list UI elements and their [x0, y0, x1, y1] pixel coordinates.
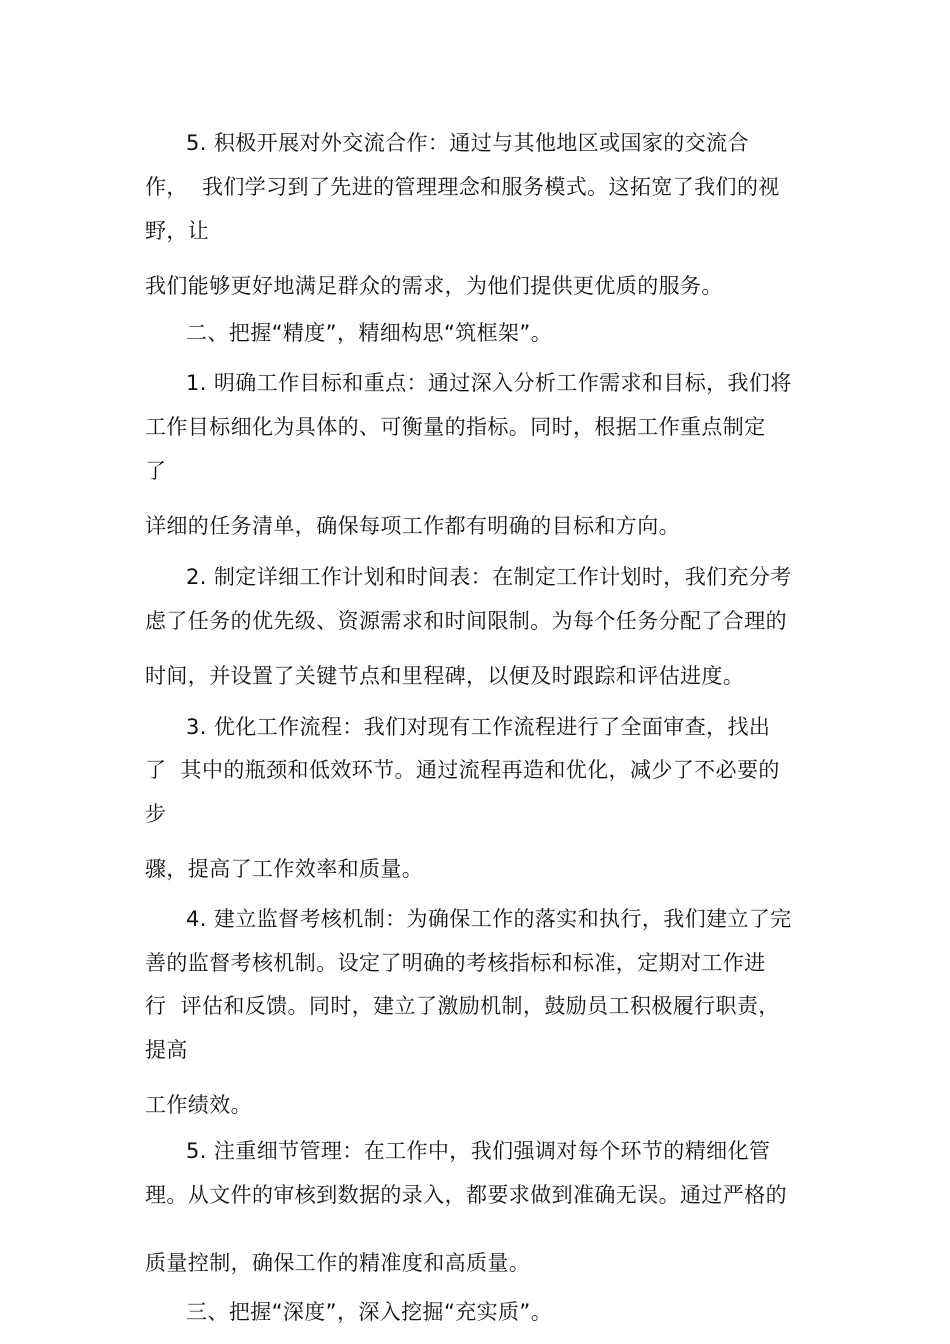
paragraph-line: 工作绩效。 [145, 1093, 252, 1117]
section-heading: 二、把握“精度”，精细构思“筑框架”。 [186, 321, 553, 345]
paragraph-line: 3. 优化工作流程：我们对现有工作流程进行了全面审查，找出 [186, 715, 771, 739]
paragraph-line: 我们能够更好地满足群众的需求，为他们提供更优质的服务。 [145, 274, 723, 298]
paragraph-line: 善的监督考核机制。设定了明确的考核指标和标准，定期对工作进 [145, 951, 766, 975]
paragraph-line: 5. 积极开展对外交流合作：通过与其他地区或国家的交流合 [186, 131, 749, 155]
paragraph-line: 虑了任务的优先级、资源需求和时间限制。为每个任务分配了合理的 [145, 609, 787, 633]
paragraph-line: 步 [145, 802, 167, 826]
paragraph-line: 骤，提高了工作效率和质量。 [145, 857, 424, 881]
paragraph-line: 时间，并设置了关键节点和里程碑，以便及时跟踪和评估进度。 [145, 664, 745, 688]
paragraph-line: 5. 注重细节管理：在工作中，我们强调对每个环节的精细化管 [186, 1139, 771, 1163]
paragraph-line: 了 [145, 459, 167, 483]
paragraph-line: 质量控制，确保工作的精准度和高质量。 [145, 1251, 531, 1275]
paragraph-line: 工作目标细化为具体的、可衡量的指标。同时，根据工作重点制定 [145, 415, 766, 439]
paragraph-line: 了 其中的瓶颈和低效环节。通过流程再造和优化，减少了不必要的 [145, 758, 780, 782]
paragraph-line: 4. 建立监督考核机制：为确保工作的落实和执行，我们建立了完 [186, 907, 792, 931]
section-heading: 三、把握“深度”，深入挖掘“充实质”。 [186, 1300, 553, 1324]
paragraph-line: 野，让 [145, 219, 210, 243]
paragraph-line: 1. 明确工作目标和重点：通过深入分析工作需求和目标，我们将 [186, 371, 792, 395]
paragraph-line: 2. 制定详细工作计划和时间表：在制定工作计划时，我们充分考 [186, 565, 792, 589]
paragraph-line: 提高 [145, 1038, 188, 1062]
paragraph-line: 详细的任务清单，确保每项工作都有明确的目标和方向。 [145, 514, 680, 538]
paragraph-line: 行 评估和反馈。同时，建立了激励机制，鼓励员工积极履行职责， [145, 994, 780, 1018]
paragraph-line: 理。从文件的审核到数据的录入，都要求做到准确无误。通过严格的 [145, 1183, 787, 1207]
paragraph-line: 作， 我们学习到了先进的管理理念和服务模式。这拓宽了我们的视 [145, 175, 780, 199]
